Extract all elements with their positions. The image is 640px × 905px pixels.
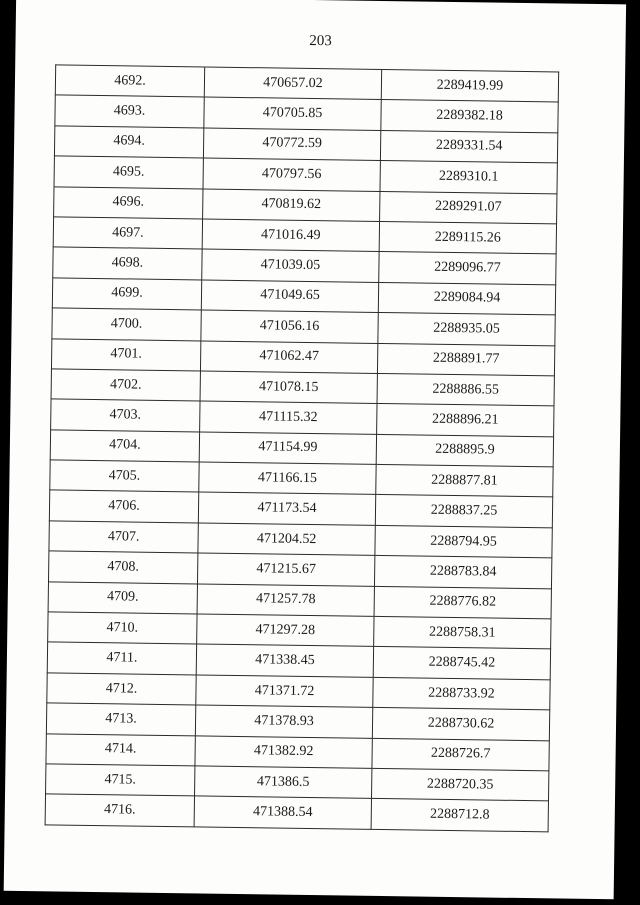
point-number: 4714. xyxy=(46,733,195,765)
y-coordinate: 2288935.05 xyxy=(378,313,555,346)
y-coordinate: 2288720.35 xyxy=(371,768,548,801)
y-coordinate: 2289382.18 xyxy=(381,100,558,133)
point-number: 4698. xyxy=(53,247,202,279)
page-number: 203 xyxy=(309,32,332,50)
x-coordinate: 471016.49 xyxy=(202,219,379,252)
table-row xyxy=(45,794,548,831)
x-coordinate: 470657.02 xyxy=(204,67,381,100)
coordinate-table-body xyxy=(45,65,559,832)
y-coordinate: 2289291.07 xyxy=(380,191,557,224)
point-number: 4716. xyxy=(45,794,194,826)
point-number: 4703. xyxy=(51,399,200,431)
y-coordinate: 2288877.81 xyxy=(376,465,553,498)
x-coordinate: 471378.93 xyxy=(195,705,372,738)
x-coordinate: 471386.5 xyxy=(195,766,372,799)
point-number: 4709. xyxy=(48,582,197,614)
point-number: 4694. xyxy=(54,126,203,158)
document-page xyxy=(4,0,626,899)
point-number: 4692. xyxy=(55,65,204,97)
y-coordinate: 2288896.21 xyxy=(377,404,554,437)
y-coordinate: 2288745.42 xyxy=(373,647,550,680)
y-coordinate: 2289115.26 xyxy=(379,221,556,254)
coordinate-table xyxy=(45,64,560,832)
point-number: 4711. xyxy=(47,642,196,674)
point-number: 4708. xyxy=(48,551,197,583)
y-coordinate: 2288794.95 xyxy=(375,525,552,558)
y-coordinate: 2288895.9 xyxy=(376,434,553,467)
x-coordinate: 471382.92 xyxy=(195,736,372,769)
point-number: 4707. xyxy=(49,521,198,553)
point-number: 4695. xyxy=(54,156,203,188)
x-coordinate: 470772.59 xyxy=(203,128,380,161)
point-number: 4705. xyxy=(50,460,199,492)
point-number: 4699. xyxy=(52,278,201,310)
y-coordinate: 2288837.25 xyxy=(375,495,552,528)
x-coordinate: 471062.47 xyxy=(200,340,377,373)
y-coordinate: 2288758.31 xyxy=(374,616,551,649)
y-coordinate: 2288726.7 xyxy=(372,738,549,771)
point-number: 4701. xyxy=(51,338,200,370)
y-coordinate: 2289096.77 xyxy=(379,252,556,285)
x-coordinate: 471215.67 xyxy=(197,553,374,586)
y-coordinate: 2288712.8 xyxy=(371,799,548,832)
y-coordinate: 2289419.99 xyxy=(381,69,558,102)
y-coordinate: 2288730.62 xyxy=(372,708,549,741)
x-coordinate: 471166.15 xyxy=(199,462,376,495)
point-number: 4715. xyxy=(46,764,195,796)
point-number: 4693. xyxy=(55,95,204,127)
y-coordinate: 2288886.55 xyxy=(377,373,554,406)
x-coordinate: 471204.52 xyxy=(198,523,375,556)
x-coordinate: 470819.62 xyxy=(203,189,380,222)
x-coordinate: 471056.16 xyxy=(201,310,378,343)
x-coordinate: 471173.54 xyxy=(198,492,375,525)
point-number: 4697. xyxy=(53,217,202,249)
point-number: 4706. xyxy=(49,490,198,522)
y-coordinate: 2289310.1 xyxy=(380,161,557,194)
x-coordinate: 471115.32 xyxy=(200,401,377,434)
point-number: 4712. xyxy=(47,673,196,705)
point-number: 4713. xyxy=(46,703,195,735)
point-number: 4702. xyxy=(51,369,200,401)
x-coordinate: 471154.99 xyxy=(199,432,376,465)
y-coordinate: 2288891.77 xyxy=(377,343,554,376)
y-coordinate: 2288783.84 xyxy=(374,556,551,589)
x-coordinate: 470797.56 xyxy=(203,158,380,191)
y-coordinate: 2289331.54 xyxy=(380,130,557,163)
x-coordinate: 471371.72 xyxy=(196,675,373,708)
point-number: 4704. xyxy=(50,430,199,462)
x-coordinate: 471338.45 xyxy=(196,644,373,677)
x-coordinate: 471257.78 xyxy=(197,584,374,617)
point-number: 4710. xyxy=(48,612,197,644)
x-coordinate: 471078.15 xyxy=(200,371,377,404)
x-coordinate: 471388.54 xyxy=(194,796,371,829)
x-coordinate: 470705.85 xyxy=(204,97,381,130)
x-coordinate: 471297.28 xyxy=(197,614,374,647)
y-coordinate: 2288776.82 xyxy=(374,586,551,619)
y-coordinate: 2288733.92 xyxy=(373,677,550,710)
y-coordinate: 2289084.94 xyxy=(378,282,555,315)
point-number: 4696. xyxy=(54,186,203,218)
x-coordinate: 471049.65 xyxy=(201,280,378,313)
point-number: 4700. xyxy=(52,308,201,340)
x-coordinate: 471039.05 xyxy=(202,249,379,282)
